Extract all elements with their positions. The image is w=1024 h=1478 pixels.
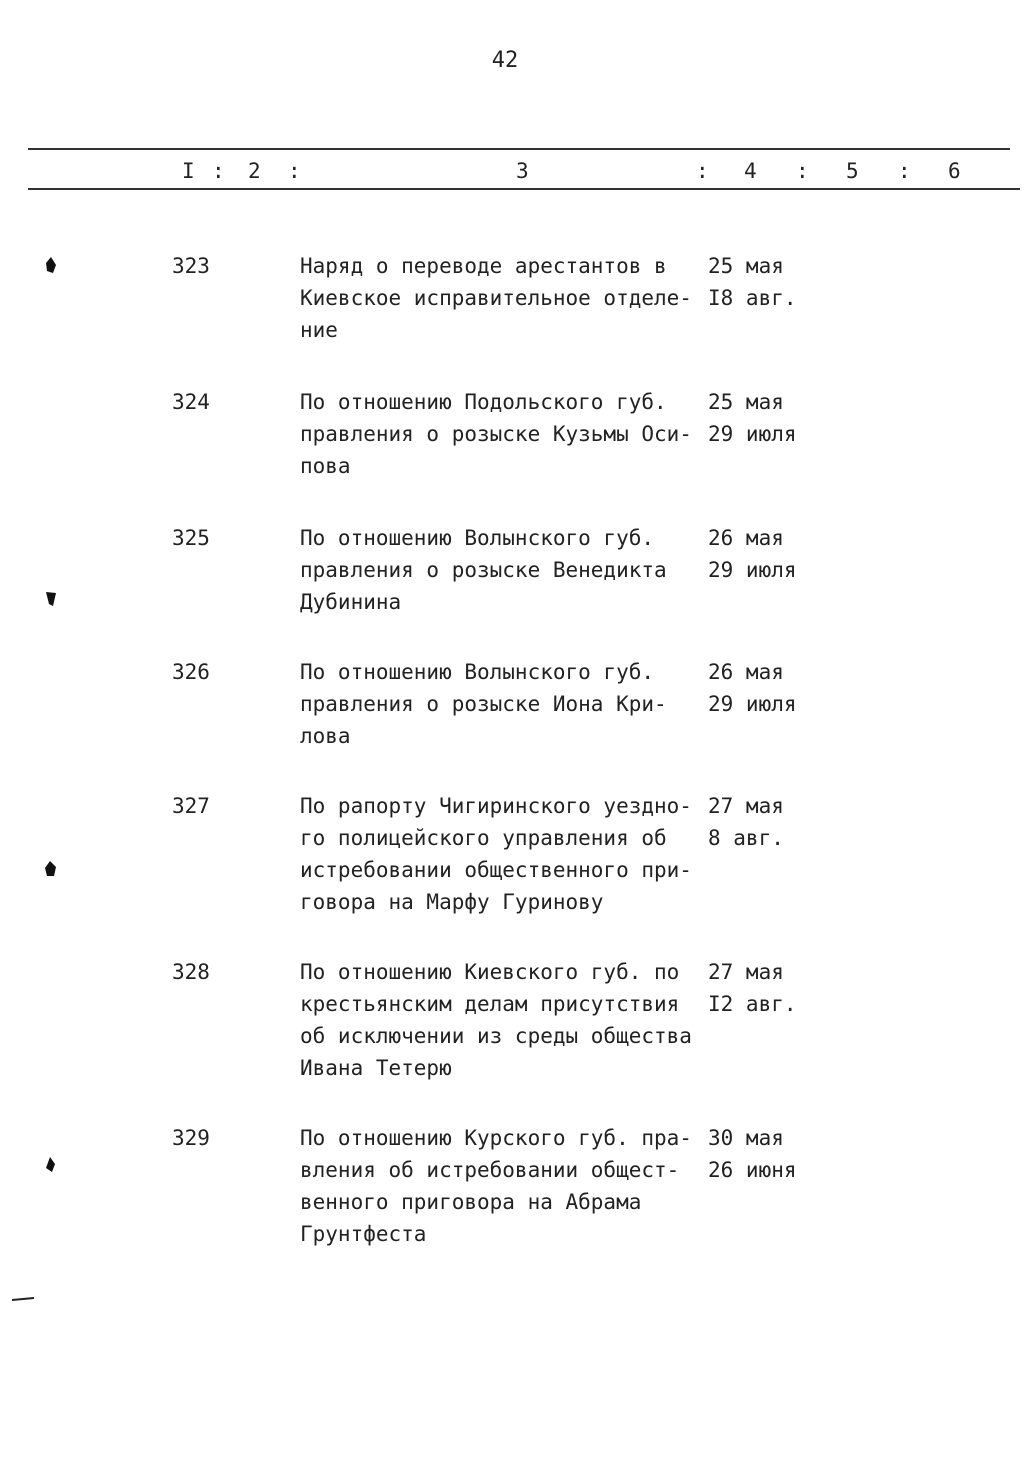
end-date: I2 авг. — [708, 992, 797, 1016]
start-date: 25 мая — [708, 390, 784, 414]
entry-number: 329 — [172, 1126, 210, 1150]
title-line: Ивана Тетерю — [300, 1056, 452, 1080]
title-line: венного приговора на Абрама — [300, 1190, 642, 1214]
title-line: Киевское исправительное отделе- — [300, 286, 692, 310]
entry-dates — [708, 522, 797, 586]
punch-hole-icon — [44, 256, 58, 274]
entry-number: 325 — [172, 526, 210, 550]
entry-title — [300, 522, 667, 618]
start-date: 30 мая — [708, 1126, 784, 1150]
start-date: 27 мая — [708, 960, 784, 984]
column-separator: : — [288, 159, 301, 183]
title-line: По отношению Киевского губ. по — [300, 960, 680, 984]
title-line: Наряд о переводе арестантов в — [300, 254, 667, 278]
punch-hole-icon — [44, 1156, 58, 1174]
end-date: I8 авг. — [708, 286, 797, 310]
start-date: 26 мая — [708, 526, 784, 550]
title-line: правления о розыске Кузьмы Оси- — [300, 422, 692, 446]
entry-number: 324 — [172, 390, 210, 414]
title-line: истребовании общественного при- — [300, 858, 692, 882]
column-separator: : — [212, 159, 225, 183]
start-date: 26 мая — [708, 660, 784, 684]
entry-number: 326 — [172, 660, 210, 684]
title-line: лова — [300, 724, 351, 748]
entry-title — [300, 386, 692, 482]
entry-title — [300, 790, 692, 918]
title-line: По отношению Волынского губ. — [300, 526, 655, 550]
entry-title — [300, 656, 667, 752]
entry-dates — [708, 790, 784, 854]
column-header-2: 2 — [248, 159, 261, 183]
column-header-4: 4 — [744, 159, 757, 183]
punch-hole-icon — [44, 860, 58, 878]
entry-dates — [708, 250, 797, 314]
title-line: говора на Марфу Гуринову — [300, 890, 604, 914]
table-top-rule — [28, 148, 1010, 150]
title-line: По рапорту Чигиринского уездно- — [300, 794, 692, 818]
end-date: 29 июля — [708, 422, 797, 446]
column-header-5: 5 — [846, 159, 859, 183]
title-line: Дубинина — [300, 590, 402, 614]
column-separator: : — [796, 159, 809, 183]
column-separator: : — [898, 159, 911, 183]
column-header-3: 3 — [516, 159, 529, 183]
entry-title — [300, 1122, 692, 1250]
table-header-rule — [28, 188, 1020, 190]
title-line: По отношению Курского губ. пра- — [300, 1126, 692, 1150]
entry-number: 323 — [172, 254, 210, 278]
entry-title — [300, 250, 692, 346]
entry-dates — [708, 1122, 797, 1186]
title-line: правления о розыске Иона Кри- — [300, 692, 667, 716]
column-separator: : — [696, 159, 709, 183]
end-date: 29 июля — [708, 692, 797, 716]
punch-hole-icon — [44, 590, 58, 608]
start-date: 27 мая — [708, 794, 784, 818]
end-date: 8 авг. — [708, 826, 784, 850]
entry-dates — [708, 956, 797, 1020]
title-line: Грунтфеста — [300, 1222, 427, 1246]
title-line: го полицейского управления об — [300, 826, 667, 850]
page-number: 42 — [491, 48, 519, 73]
entry-dates — [708, 386, 797, 450]
end-date: 26 июня — [708, 1158, 797, 1182]
column-header-6: 6 — [948, 159, 961, 183]
title-line: По отношению Волынского губ. — [300, 660, 655, 684]
scan-mark-icon — [12, 1296, 34, 1302]
entry-number: 327 — [172, 794, 210, 818]
start-date: 25 мая — [708, 254, 784, 278]
end-date: 29 июля — [708, 558, 797, 582]
title-line: крестьянским делам присутствия — [300, 992, 680, 1016]
title-line: ние — [300, 318, 338, 342]
title-line: вления об истребовании общест- — [300, 1158, 680, 1182]
title-line: правления о розыске Венедикта — [300, 558, 667, 582]
title-line: пова — [300, 454, 351, 478]
title-line: об исключении из среды общества — [300, 1024, 692, 1048]
entry-number: 328 — [172, 960, 210, 984]
entry-dates — [708, 656, 797, 720]
entry-title — [300, 956, 692, 1084]
title-line: По отношению Подольского губ. — [300, 390, 667, 414]
column-header-1: I — [182, 159, 195, 183]
